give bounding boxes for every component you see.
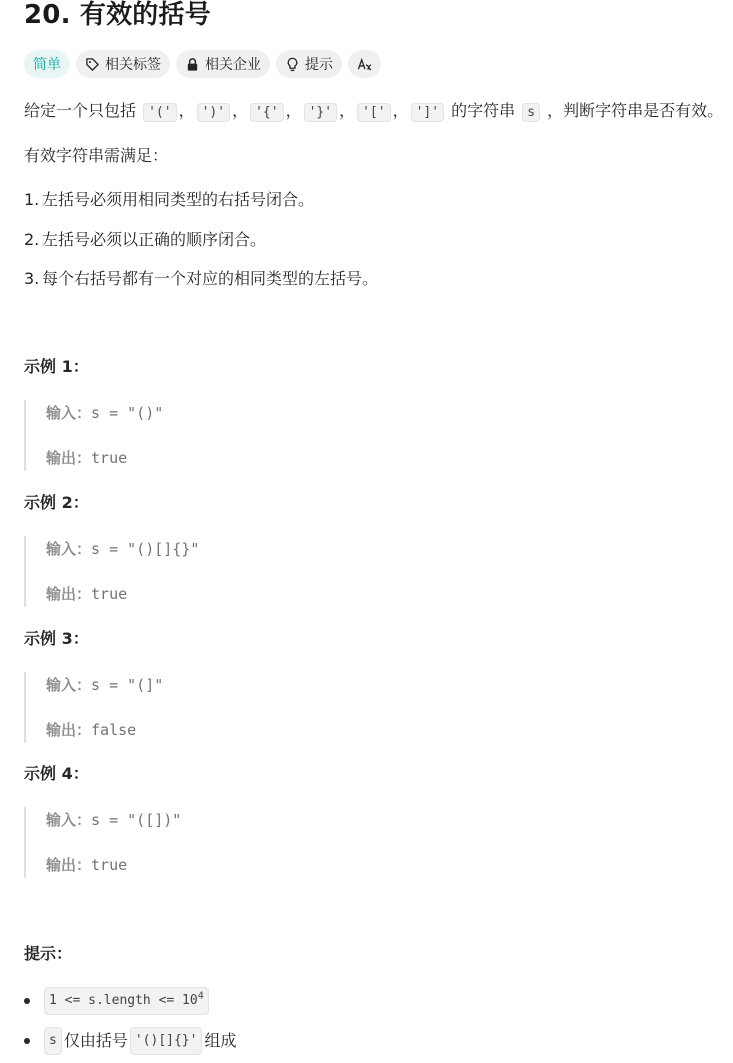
lock-icon <box>185 57 200 72</box>
example-output <box>46 854 127 876</box>
example-input <box>46 674 163 696</box>
rule-text: 左括号必须以正确的顺序闭合。 <box>42 230 267 249</box>
rule-item <box>24 267 378 291</box>
example-output <box>46 447 127 469</box>
inline-code <box>44 987 209 1015</box>
example-title: 示例 2： <box>24 493 89 512</box>
rule-number: 3. <box>24 269 40 288</box>
example-block <box>24 807 626 878</box>
constraints-title: 提示： <box>24 944 73 963</box>
exponent: 4 <box>197 990 204 1002</box>
translate-icon <box>357 57 372 72</box>
translate-button[interactable] <box>348 50 381 78</box>
constraint-item <box>24 1027 236 1055</box>
hint-tag-label: 提示 <box>305 57 333 73</box>
inline-code: '[' <box>357 103 390 122</box>
topics-tag-label: 相关标签 <box>105 57 161 73</box>
rule-item <box>24 228 266 252</box>
example-output <box>46 583 127 605</box>
output-label: 输出： <box>46 449 92 467</box>
inline-code: '()[]{}' <box>130 1027 203 1055</box>
rule-number: 1. <box>24 190 40 209</box>
output-label: 输出： <box>46 721 92 739</box>
tag-icon <box>85 57 100 72</box>
input-label: 输入： <box>46 540 92 558</box>
output-value: true <box>91 585 128 603</box>
example-block <box>24 536 626 607</box>
output-label: 输出： <box>46 585 92 603</box>
desc-sep: ， <box>339 101 356 120</box>
inline-code-var: s <box>522 103 540 122</box>
desc-sep: ， <box>392 101 409 120</box>
example-title: 示例 1： <box>24 357 89 376</box>
example-input <box>46 809 181 831</box>
constraint-text: 组成 <box>204 1031 237 1050</box>
hint-tag-button[interactable] <box>276 50 342 78</box>
input-value: s = "()[]{}" <box>91 540 200 558</box>
output-value: true <box>91 449 128 467</box>
desc-sep: ， <box>232 101 249 120</box>
inline-code: ']' <box>411 103 444 122</box>
example-input <box>46 538 199 560</box>
tag-bar <box>24 50 381 78</box>
inline-code-var: s <box>44 1027 62 1055</box>
input-label: 输入： <box>46 811 92 829</box>
input-label: 输入： <box>46 404 92 422</box>
example-title: 示例 3： <box>24 629 89 648</box>
rule-number: 2. <box>24 230 40 249</box>
constraint-text: 仅由括号 <box>63 1031 128 1050</box>
inline-code: '{' <box>250 103 283 122</box>
companies-tag-label: 相关企业 <box>205 57 261 73</box>
desc-prefix: 给定一个只包括 <box>24 101 142 120</box>
rule-text: 每个右括号都有一个对应的相同类型的左括号。 <box>42 269 379 288</box>
inline-code: ')' <box>197 103 230 122</box>
output-label: 输出： <box>46 856 92 874</box>
output-value: false <box>91 721 137 739</box>
example-block <box>24 400 626 471</box>
input-label: 输入： <box>46 676 92 694</box>
valid-intro: 有效字符串需满足： <box>24 146 169 165</box>
desc-sep: ， <box>285 101 302 120</box>
example-title: 示例 4： <box>24 764 89 783</box>
description-paragraph <box>24 99 723 125</box>
lightbulb-icon <box>285 57 300 72</box>
desc-sep: ， <box>178 101 195 120</box>
example-output <box>46 719 136 741</box>
difficulty-badge[interactable] <box>24 50 70 78</box>
desc-mid: 的字符串 <box>446 101 521 120</box>
constraint-code: 1 <= s.length <= 10 <box>49 993 198 1008</box>
bullet-dot <box>24 998 30 1004</box>
companies-tag-button[interactable] <box>176 50 270 78</box>
inline-code: '(' <box>143 103 176 122</box>
inline-code: '}' <box>304 103 337 122</box>
topics-tag-button[interactable] <box>76 50 170 78</box>
example-input <box>46 402 163 424</box>
input-value: s = "(]" <box>91 676 164 694</box>
input-value: s = "()" <box>91 404 164 422</box>
problem-title: 20. 有效的括号 <box>24 0 211 30</box>
bullet-dot <box>24 1038 30 1044</box>
input-value: s = "([])" <box>91 811 182 829</box>
rule-text: 左括号必须用相同类型的右括号闭合。 <box>42 190 315 209</box>
desc-suffix: ，判断字符串是否有效。 <box>542 101 724 120</box>
example-block <box>24 672 626 743</box>
constraint-item <box>24 987 211 1015</box>
rule-item <box>24 188 314 212</box>
difficulty-label: 简单 <box>33 57 61 73</box>
output-value: true <box>91 856 128 874</box>
